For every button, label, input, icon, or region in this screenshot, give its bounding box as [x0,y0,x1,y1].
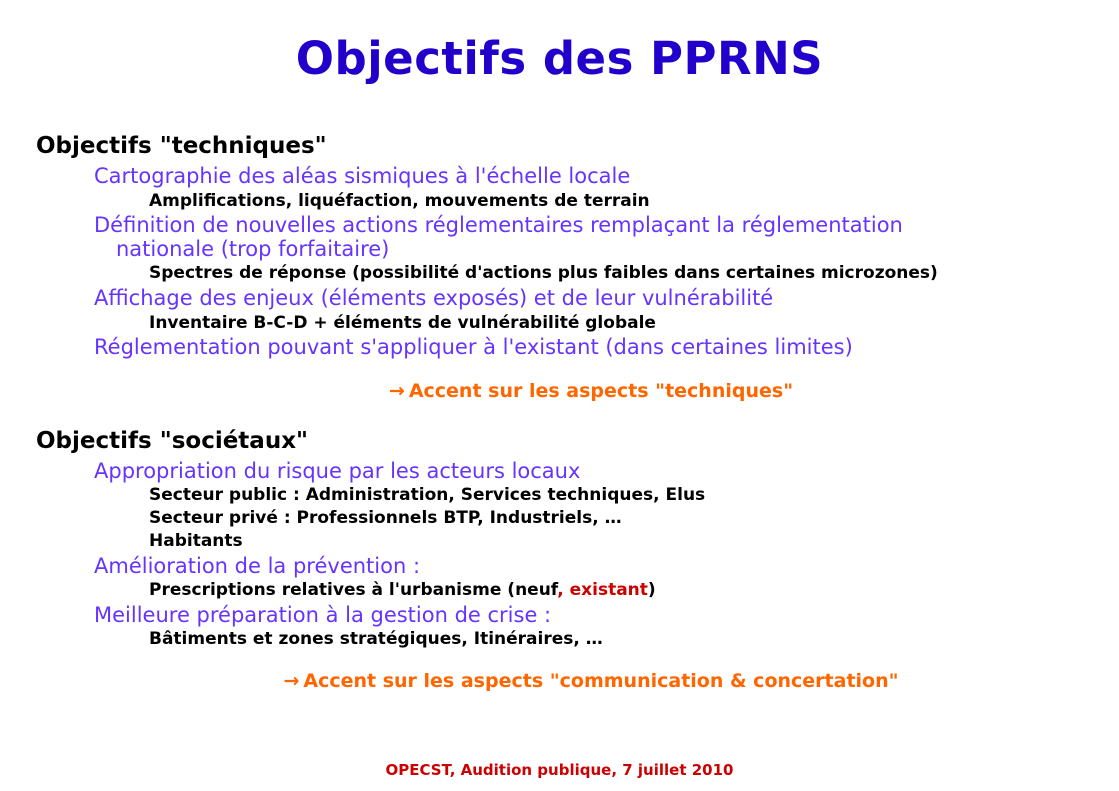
list-item: Réglementation pouvant s'appliquer à l'existant (dans certaines limites) [94,335,853,360]
sublist-text-after: ) [647,580,656,601]
list-item [94,214,1086,261]
accent-note-techniques [96,380,1086,402]
page-title: Objectifs des PPRNS [295,32,824,85]
arrow-right-icon: → [388,379,405,402]
section-heading: Objectifs "techniques" [36,133,327,159]
list-item: Spectres de réponse (possibilité d'actions plus faibles dans certaines microzones) [149,263,938,284]
slide-footer: OPECST, Audition publique, 7 juillet 2010 [385,761,734,779]
arrow-right-icon: → [283,670,300,692]
slide-body [36,133,1086,692]
list-item [149,580,1086,601]
list-item: Bâtiments et zones stratégiques, Itinéraires, … [149,629,603,650]
section-societaux [36,428,1086,692]
list-item-line1: Définition de nouvelles actions réglementaires remplaçant la réglementation [94,213,903,238]
section-techniques [36,133,1086,402]
list-item: Affichage des enjeux (éléments exposés) et de leur vulnérabilité [94,286,774,311]
accent-note-text: Accent sur les aspects "techniques" [408,379,794,402]
list-item: Meilleure préparation à la gestion de crise : [94,602,552,627]
accent-note-text: Accent sur les aspects "communication & concertation" [303,670,899,692]
section-heading: Objectifs "sociétaux" [36,427,309,454]
list-item-line2: nationale (trop forfaitaire) [116,236,390,261]
list-item: Secteur public : Administration, Services techniques, Elus [149,485,706,506]
section-spacer [36,402,1086,428]
sublist-text-highlight: , existant [557,580,648,601]
list-item: Amplifications, liquéfaction, mouvements de terrain [149,190,650,211]
accent-note-societaux [96,670,1086,692]
list-item: Inventaire B-C-D + éléments de vulnérabilité globale [149,312,656,333]
sublist-text-before: Prescriptions relatives à l'urbanisme (neuf [149,580,558,601]
list-item: Cartographie des aléas sismiques à l'échelle locale [94,164,631,188]
list-item: Amélioration de la prévention : [94,553,421,578]
list-item: Appropriation du risque par les acteurs locaux [94,458,581,483]
list-item: Habitants [149,530,243,551]
list-item: Secteur privé : Professionnels BTP, Industriels, … [149,508,622,529]
